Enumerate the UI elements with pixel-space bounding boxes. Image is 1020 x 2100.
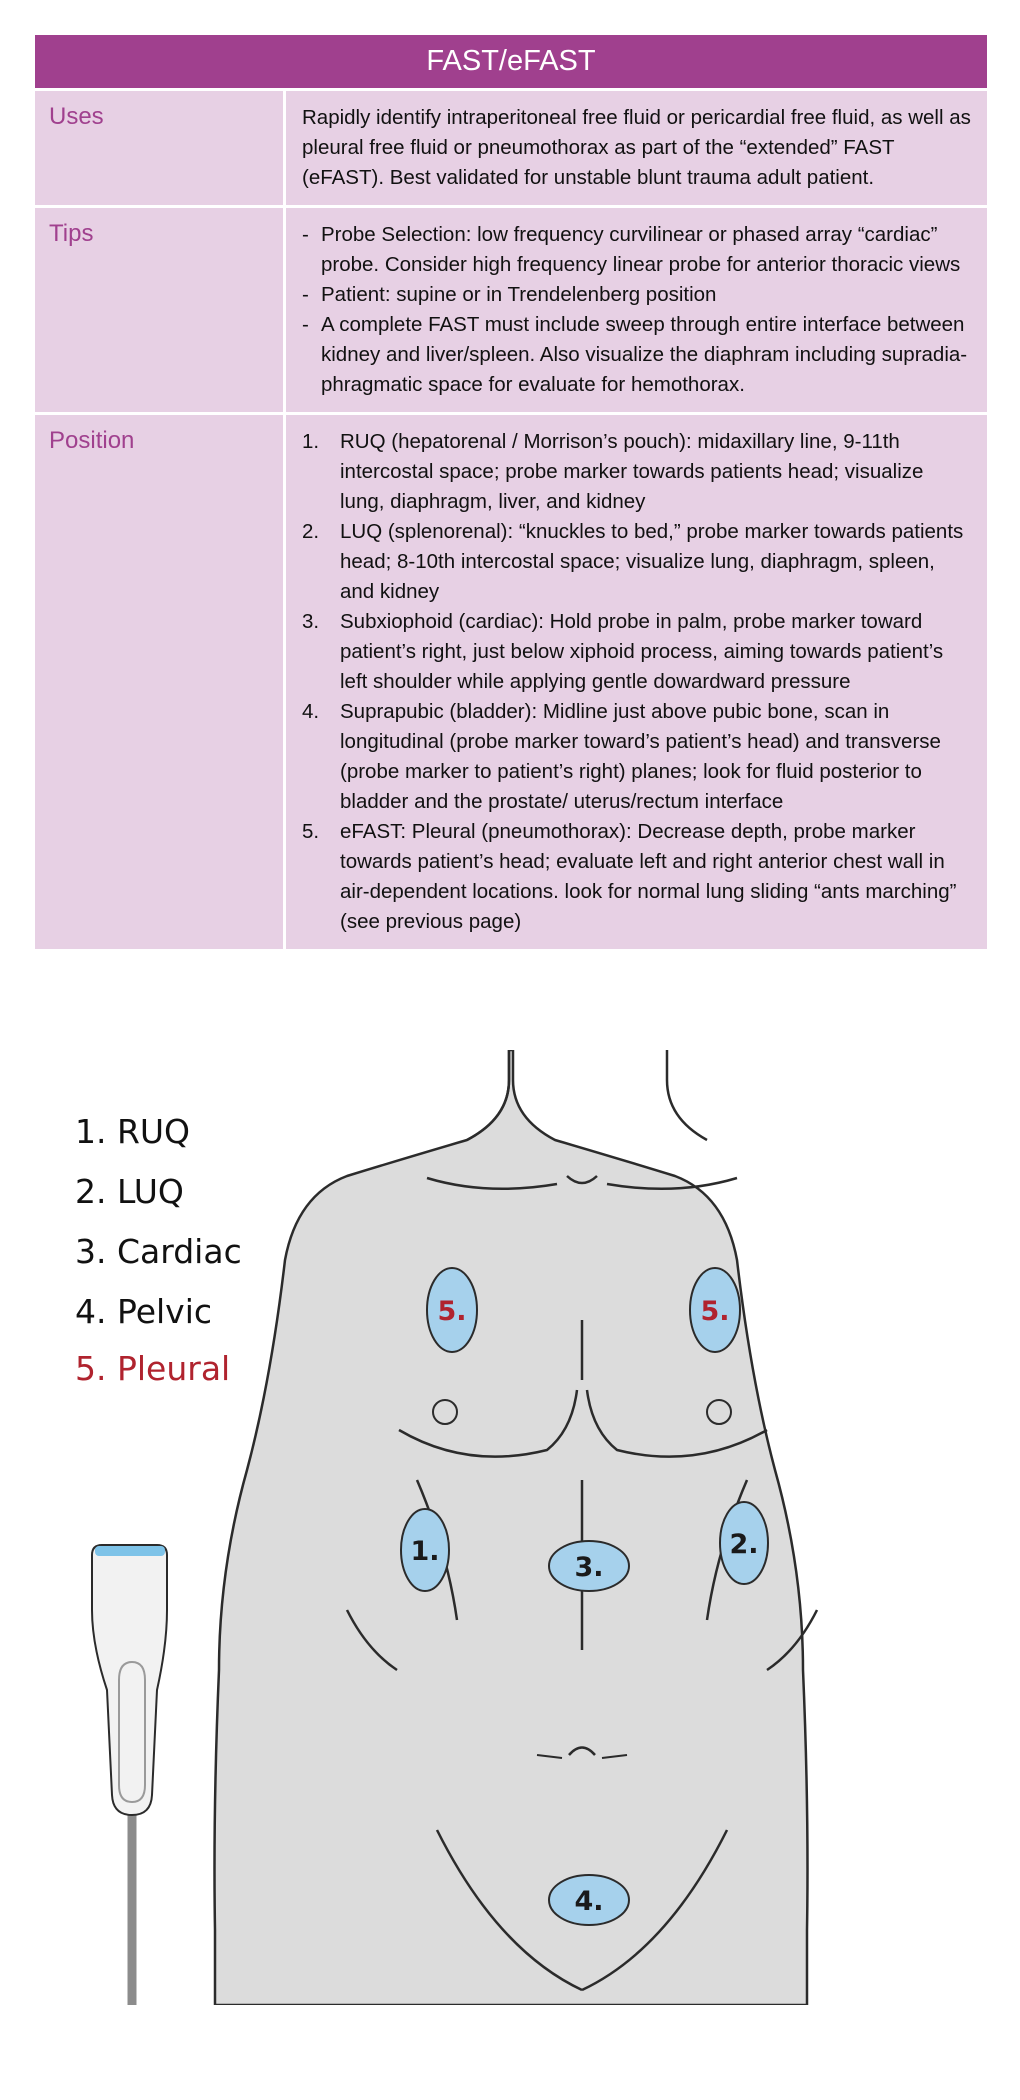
- position-step: [302, 427, 973, 517]
- position-step: [302, 517, 973, 607]
- marker-pleural-right: [427, 1268, 477, 1352]
- step-text: RUQ (hepatorenal / Morrison’s pouch): midaxillary line, 9-11th intercostal space; probe marker towards patients head; visualize lung, diaphragm, liver, and kidney: [340, 430, 924, 513]
- uses-body: [286, 91, 987, 205]
- marker-label: 3.: [574, 1552, 604, 1583]
- position-row: [35, 415, 987, 949]
- tip-text: Probe Selection: low frequency curvilinear or phased array “cardiac” probe. Consider high frequency linear probe for anterior thoracic views: [321, 223, 961, 276]
- position-body: [286, 415, 987, 949]
- position-step: [302, 697, 973, 817]
- step-number: 3.: [302, 610, 320, 633]
- tips-row: [35, 208, 987, 415]
- position-label: Position: [35, 415, 286, 949]
- marker-ruq: [401, 1509, 449, 1591]
- legend-item: 3. Cardiac: [75, 1232, 242, 1271]
- tip-text: A complete FAST must include sweep through entire interface between kidney and liver/spleen. Also visualize the diaphram including supradia- phragmatic space for evaluate for hemothorax.: [321, 313, 968, 396]
- torso-silhouette: [215, 1050, 808, 2005]
- neck-line: [667, 1050, 707, 1140]
- step-number: 5.: [302, 820, 320, 843]
- marker-luq: [720, 1502, 768, 1584]
- tip-item: [302, 220, 973, 280]
- legend: [75, 1112, 242, 1388]
- tips-body: [286, 208, 987, 412]
- tip-marker: -: [302, 283, 309, 306]
- uses-label: Uses: [35, 91, 286, 205]
- marker-pleural-left: [690, 1268, 740, 1352]
- tip-marker: -: [302, 223, 309, 246]
- position-step: [302, 817, 973, 937]
- fast-efast-table: [35, 35, 987, 949]
- ultrasound-probe-icon: [92, 1545, 167, 2005]
- legend-item: 5. Pleural: [75, 1349, 231, 1388]
- marker-label: 2.: [729, 1529, 759, 1560]
- uses-row: [35, 91, 987, 208]
- step-text: LUQ (splenorenal): “knuckles to bed,” probe marker towards patients head; 8-10th intercostal space; visualize lung, diaphragm, spleen, and kidney: [340, 520, 964, 603]
- tip-marker: -: [302, 313, 309, 336]
- marker-label: 5.: [437, 1296, 467, 1327]
- legend-item: 2. LUQ: [75, 1172, 184, 1211]
- fast-exam-illustration: [47, 1050, 975, 2005]
- step-text: Subxiophoid (cardiac): Hold probe in palm, probe marker toward patient’s right, just below xiphoid process, aiming towards patient’s left shoulder while applying gentle dowardward pressure: [340, 610, 944, 693]
- table-title: FAST/eFAST: [35, 35, 987, 91]
- marker-label: 1.: [410, 1536, 440, 1567]
- step-text: Suprapubic (bladder): Midline just above pubic bone, scan in longitudinal (probe marker toward’s patient’s head) and transverse (probe marker to patient’s right) planes; look for fluid posterior to bladder and the prostate/ uterus/rectum interface: [340, 700, 941, 813]
- marker-cardiac: [549, 1541, 629, 1591]
- legend-item: 1. RUQ: [75, 1112, 191, 1151]
- marker-label: 5.: [700, 1296, 730, 1327]
- legend-item: 4. Pelvic: [75, 1292, 213, 1331]
- step-number: 1.: [302, 430, 320, 453]
- tips-label: Tips: [35, 208, 286, 412]
- step-number: 2.: [302, 520, 320, 543]
- torso-diagram: [47, 1050, 975, 2005]
- tip-item: [302, 280, 973, 310]
- marker-label: 4.: [574, 1886, 604, 1917]
- tip-item: [302, 310, 973, 400]
- position-step: [302, 607, 973, 697]
- uses-text: Rapidly identify intraperitoneal free fluid or pericardial free fluid, as well as pleural free fluid or pneumothorax as part of the “extended” FAST (eFAST). Best validated for unstable blunt trauma adult patient.: [302, 106, 971, 189]
- tip-text: Patient: supine or in Trendelenberg position: [321, 283, 717, 306]
- step-text: eFAST: Pleural (pneumothorax): Decrease depth, probe marker towards patient’s head; evaluate left and right anterior chest wall in air-dependent locations. look for normal lung sliding “ants marching” (see previous page): [340, 820, 957, 933]
- step-number: 4.: [302, 700, 320, 723]
- marker-pelvic: [549, 1875, 629, 1925]
